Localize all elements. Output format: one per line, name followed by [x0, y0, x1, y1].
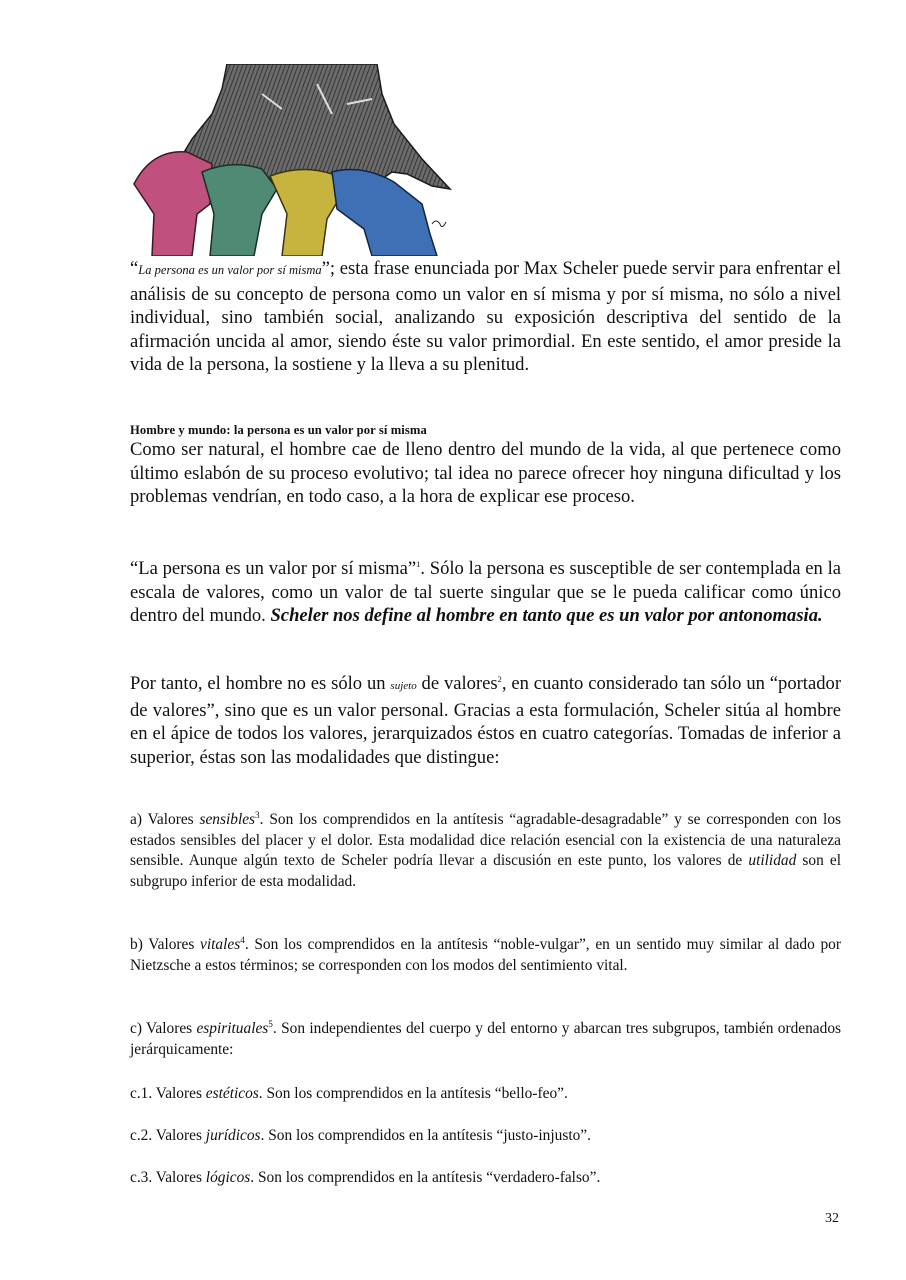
- paragraph-3-text-b: de valores: [416, 673, 498, 694]
- modality-c2-prefix: c.2. Valores: [130, 1127, 206, 1144]
- paragraph-2: [130, 557, 841, 628]
- modality-c2-term: jurídicos: [205, 1127, 261, 1144]
- modality-a-prefix: a) Valores: [130, 811, 200, 828]
- footnote-ref-2[interactable]: 2: [497, 674, 502, 684]
- intro-text: ; esta frase enunciada por Max Scheler puede servir para enfrentar el análisis de su concepto de persona como un valor en sí misma y por sí misma, no sólo a nivel individual, sino también social, analizando su exposición descriptiva del sentido de la afirmación uncida al amor, siendo éste su valor primordial. En este sentido, el amor preside la vida de la persona, la sostiene y la lleva a su plenitud.: [130, 258, 842, 375]
- hands-illustration: [132, 64, 458, 256]
- modality-c1-prefix: c.1. Valores: [130, 1085, 206, 1102]
- paragraph-1: Como ser natural, el hombre cae de lleno dentro del mundo de la vida, al que pertenece como último eslabón de su proceso evolutivo; tal idea no parece ofrecer hoy ninguna dificultad y los problemas vendrían, en todo caso, a la hora de explicar ese proceso.: [130, 439, 841, 507]
- modality-b-prefix: b) Valores: [130, 936, 201, 953]
- paragraph-2-text: . Sólo la persona es susceptible de ser contemplada en la escala de valores, como un valor de tal suerte singular que se le pueda calificar como único dentro del mundo.: [130, 558, 841, 626]
- quote-text: La persona es un valor por sí misma: [138, 263, 322, 277]
- modality-c2-text: . Son los comprendidos en la antítesis “justo-injusto”.: [260, 1127, 591, 1144]
- modality-c3: [130, 1168, 841, 1189]
- close-quote: ”: [321, 258, 330, 279]
- page-number: 32: [825, 1211, 839, 1226]
- modality-c-text: . Son independientes del cuerpo y del entorno y abarcan tres subgrupos, también ordenados jerárquicamente:: [130, 1020, 842, 1058]
- modality-c: [130, 1019, 841, 1060]
- modality-a-text: . Son los comprendidos en la antítesis “agradable-desagradable” y se corresponden con los estados sensibles del placer y el dolor. Esta modalidad dice relación esencial con la existencia de una naturaleza sensible. Aunque algún texto de Scheler podría llevar a discusión en este punto, los valores de: [130, 811, 842, 870]
- modality-c1: [130, 1084, 841, 1105]
- modality-a-text2: son el subgrupo inferior de esta modalidad.: [130, 852, 841, 890]
- paragraph-3: [130, 672, 841, 769]
- paragraph-3-text-a: Por tanto, el hombre no es sólo un: [130, 673, 391, 694]
- modality-c-prefix: c) Valores: [130, 1020, 197, 1037]
- italic-term: sujeto: [390, 680, 417, 692]
- modality-c-term: espirituales: [196, 1020, 269, 1037]
- modality-c2: [130, 1126, 841, 1147]
- paragraph-3-text-c: , en cuanto considerado tan sólo un “portador de valores”, sino que es un valor personal. Gracias a esta formulación, Scheler sitúa al hombre en el ápice de todos los valores, jerarquizados éstos en cuatro categorías. Tomadas de inferior a superior, éstas son las modalidades que distingue:: [130, 673, 842, 768]
- open-quote: “: [130, 258, 139, 279]
- modality-a-term2: utilidad: [748, 852, 797, 870]
- footnote-ref-4[interactable]: 4: [240, 934, 245, 945]
- modality-b-text: . Son los comprendidos en la antítesis “noble-vulgar”, en un sentido muy similar al dado por Nietzsche a estos términos; se corresponden con los modos del sentimiento vital.: [130, 936, 841, 974]
- modality-c3-term: lógicos: [205, 1169, 251, 1186]
- footnote-ref-3[interactable]: 3: [255, 809, 260, 820]
- footnote-ref-1[interactable]: 1: [416, 559, 421, 569]
- modality-c1-text: . Son los comprendidos en la antítesis “bello-feo”.: [258, 1085, 568, 1102]
- modality-a: [130, 810, 841, 892]
- footnote-ref-5[interactable]: 5: [268, 1018, 273, 1029]
- intro-paragraph: [130, 257, 841, 377]
- modality-c3-text: . Son los comprendidos en la antítesis “verdadero-falso”.: [250, 1169, 601, 1186]
- modality-b-term: vitales: [200, 936, 241, 953]
- quote-text: “La persona es un valor por sí misma”: [130, 558, 417, 579]
- emphasis-text: Scheler nos define al hombre en tanto que es un valor por antonomasia.: [270, 605, 823, 626]
- hands-drawing-icon: [132, 64, 458, 256]
- modality-b: [130, 935, 841, 976]
- modality-c3-prefix: c.3. Valores: [130, 1169, 206, 1186]
- modality-c1-term: estéticos: [205, 1085, 259, 1102]
- section-heading: Hombre y mundo: la persona es un valor por sí misma: [130, 423, 427, 437]
- modality-a-term: sensibles: [199, 811, 256, 828]
